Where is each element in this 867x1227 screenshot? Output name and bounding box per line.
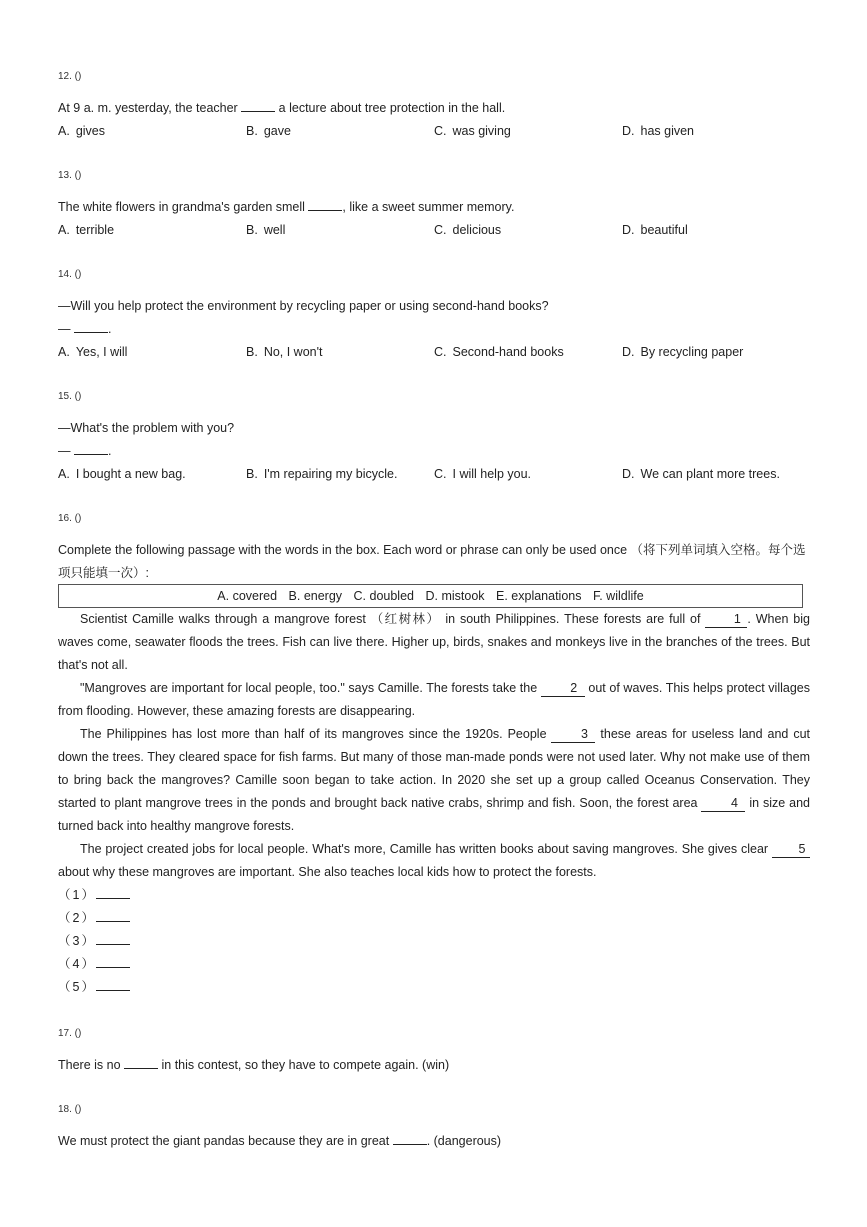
question-stem: There is no in this contest, so they have to compete again. (win) bbox=[58, 1054, 810, 1077]
option-d[interactable]: D. has given bbox=[622, 124, 695, 138]
options bbox=[58, 463, 810, 486]
passage-paragraph-3: The Philippines has lost more than half of its mangroves since the 1920s. People 3 these areas for useless land and cut down the trees. They cleared space for fish farms. But many of those man-made ponds were not used later. Why not make use of them to bring back the mangroves? Camille soon began to take action. In 2020 she set up a group called Oceanus Conservation. They started to plant mangrove trees in the ponds and brought back native crabs, shrimp and fish. Soon, the forest area 4 in size and turned back into healthy mangrove forests. bbox=[58, 727, 811, 833]
question-number: 15. () bbox=[58, 391, 82, 402]
option-a[interactable]: A. gives bbox=[58, 124, 105, 138]
answer-line-4: （4） bbox=[58, 953, 810, 976]
instruction: Complete the following passage with the words in the box. Each word or phrase can only be used once （将下列单词填入空格。每个选项只能填一次）: bbox=[58, 543, 806, 580]
passage-paragraph-2: "Mangroves are important for local people, too." says Camille. The forests take the 2 out of waves. This helps protect villages from flooding. However, these amazing forests are disappearing. bbox=[58, 681, 810, 718]
question-number: 16. () bbox=[58, 513, 82, 524]
passage-paragraph-4: The project created jobs for local people. What's more, Camille has written books about saving mangroves. She gives clear 5 about why these mangroves are important. She also teaches local kids how to protect the forests. bbox=[58, 838, 810, 884]
numbered-blank[interactable]: 5 bbox=[772, 842, 810, 858]
question-17 bbox=[58, 1027, 810, 1077]
option-d[interactable]: D. beautiful bbox=[622, 223, 688, 237]
word-option-c: C. doubled bbox=[353, 589, 414, 603]
question-stem: The white flowers in grandma's garden smell , like a sweet summer memory. bbox=[58, 196, 810, 219]
answer-line-5: （5） bbox=[58, 976, 810, 999]
question-stem: We must protect the giant pandas because they are in great . (dangerous) bbox=[58, 1130, 810, 1153]
passage bbox=[58, 608, 810, 999]
question-16 bbox=[58, 512, 810, 585]
question-stem: —What's the problem with you? bbox=[58, 421, 235, 435]
question-13 bbox=[58, 169, 810, 242]
question-stem: At 9 a. m. yesterday, the teacher a lecture about tree protection in the hall. bbox=[58, 97, 810, 120]
options bbox=[58, 341, 810, 364]
option-b[interactable]: B. well bbox=[246, 223, 286, 237]
question-14 bbox=[58, 268, 810, 364]
answer-blank[interactable] bbox=[96, 953, 130, 968]
option-c[interactable]: C. Second-hand books bbox=[434, 345, 564, 359]
answer-blank[interactable] bbox=[96, 930, 130, 945]
answer-blank[interactable] bbox=[241, 97, 275, 112]
option-c[interactable]: C. was giving bbox=[434, 124, 511, 138]
word-option-f: F. wildlife bbox=[592, 589, 644, 603]
options bbox=[58, 219, 810, 242]
numbered-blank[interactable]: 4 bbox=[701, 796, 745, 812]
question-number: 18. () bbox=[58, 1104, 82, 1115]
question-number: 12. () bbox=[58, 71, 82, 82]
option-a[interactable]: A. Yes, I will bbox=[58, 345, 128, 359]
word-option-b: B. energy bbox=[288, 589, 343, 603]
numbered-blank[interactable]: 3 bbox=[551, 727, 595, 743]
option-d[interactable]: D. We can plant more trees. bbox=[622, 467, 780, 481]
answer-blank[interactable] bbox=[96, 884, 130, 899]
option-c[interactable]: C. I will help you. bbox=[434, 467, 532, 481]
passage-paragraph-1: Scientist Camille walks through a mangrove forest （红树林） in south Philippines. These forests are full of 1 . When big waves come, seawater floods the trees. Fish can live there. Higher up, birds, snakes and monkeys live in the branches of the trees. But that's not all. bbox=[58, 612, 810, 672]
question-number: 17. () bbox=[58, 1028, 82, 1039]
option-c[interactable]: C. delicious bbox=[434, 223, 502, 237]
answer-blank[interactable] bbox=[74, 440, 108, 455]
answer-line: — . bbox=[58, 318, 810, 341]
answer-blank[interactable] bbox=[96, 907, 130, 922]
question-stem: —Will you help protect the environment by recycling paper or using second-hand books? bbox=[58, 299, 549, 313]
question-15 bbox=[58, 390, 810, 486]
question-number: 14. () bbox=[58, 269, 82, 280]
answer-line-1: （1） bbox=[58, 884, 810, 907]
answer-blank[interactable] bbox=[308, 196, 342, 211]
word-box bbox=[58, 584, 803, 608]
answer-blank[interactable] bbox=[96, 976, 130, 991]
numbered-blank[interactable]: 2 bbox=[541, 681, 585, 697]
answer-line: — . bbox=[58, 440, 810, 463]
question-number: 13. () bbox=[58, 170, 82, 181]
answer-line-3: （3） bbox=[58, 930, 810, 953]
word-option-d: D. mistook bbox=[425, 589, 485, 603]
option-d[interactable]: D. By recycling paper bbox=[622, 345, 744, 359]
word-option-a: A. covered bbox=[217, 589, 278, 603]
answer-blank[interactable] bbox=[124, 1054, 158, 1069]
answer-blank[interactable] bbox=[393, 1130, 427, 1145]
answer-blank[interactable] bbox=[74, 318, 108, 333]
option-b[interactable]: B. No, I won't bbox=[246, 345, 323, 359]
option-b[interactable]: B. gave bbox=[246, 124, 291, 138]
option-b[interactable]: B. I'm repairing my bicycle. bbox=[246, 467, 398, 481]
answer-line-2: （2） bbox=[58, 907, 810, 930]
word-option-e: E. explanations bbox=[496, 589, 582, 603]
question-18 bbox=[58, 1103, 810, 1153]
numbered-blank[interactable]: 1 bbox=[705, 612, 747, 628]
option-a[interactable]: A. I bought a new bag. bbox=[58, 467, 186, 481]
question-12 bbox=[58, 70, 810, 143]
option-a[interactable]: A. terrible bbox=[58, 223, 115, 237]
options bbox=[58, 120, 810, 143]
